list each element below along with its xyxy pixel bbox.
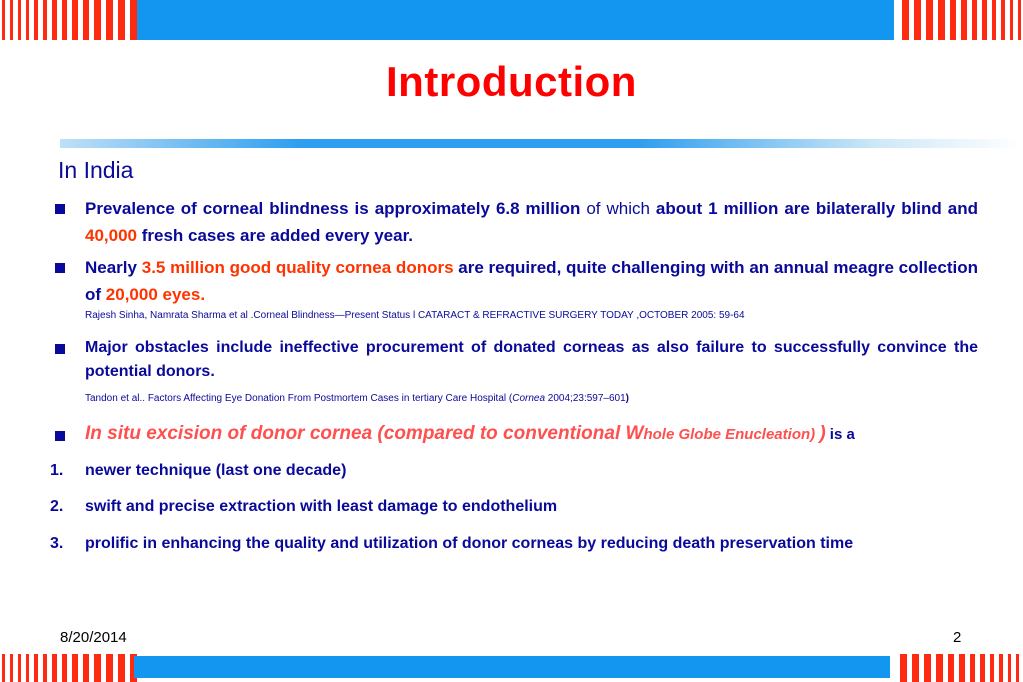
- list-number: 2.: [50, 498, 64, 515]
- bullet-text-donors: [85, 254, 978, 308]
- bullet-marker: [55, 344, 65, 354]
- text-run: 2004;23:597–601: [545, 393, 626, 404]
- bottom-left-stripes: [2, 654, 142, 682]
- text-run: ): [625, 393, 630, 404]
- list-item-prolific: prolific in enhancing the quality and utilization of donor corneas by reducing death preservation time: [85, 535, 854, 552]
- slide-date: 8/20/2014: [60, 629, 127, 646]
- list-item-newer-technique: newer technique (last one decade): [85, 462, 347, 479]
- bullet-text-obstacles: [85, 336, 978, 384]
- text-run: In situ excision of donor cornea (compared to conventional W: [85, 423, 644, 444]
- reference-tandon: [85, 393, 629, 404]
- section-heading: In India: [58, 157, 134, 183]
- top-left-stripes: [2, 0, 142, 40]
- bullet-text-prevalence: [85, 195, 978, 249]
- bullet-text-in-situ: [85, 423, 855, 445]
- reference-sinha: Rajesh Sinha, Namrata Sharma et al .Corneal Blindness—Present Status l CATARACT & REFRACTIVE SURGERY TODAY ,OCTOBER 2005: 59-64: [85, 310, 745, 321]
- text-run: Cornea: [512, 393, 546, 404]
- text-run: Prevalence of corneal blindness is approximately 6.8 million: [85, 199, 587, 218]
- text-run: of which: [586, 199, 656, 218]
- bottom-blue-bar: [134, 656, 890, 678]
- list-item-swift-extraction: swift and precise extraction with least damage to endothelium: [85, 498, 558, 515]
- text-run: 3.5 million good quality cornea donors: [141, 258, 459, 277]
- text-run: Major obstacles include ineffective procurement of donated corneas as also failure to successfully convince the potential donors.: [85, 339, 978, 380]
- text-run: 40,000: [85, 226, 142, 245]
- text-run: are required, quite challenging with an annual meagre collection of: [85, 258, 978, 304]
- bullet-marker: [55, 431, 65, 441]
- top-right-stripes: [902, 0, 1023, 40]
- text-run: Nearly: [85, 258, 142, 277]
- bullet-marker: [55, 263, 65, 273]
- slide-title: Introduction: [386, 58, 637, 105]
- title-divider: [60, 139, 1023, 148]
- bottom-right-stripes: [900, 654, 1023, 682]
- list-number: 1.: [50, 462, 64, 479]
- text-run: fresh cases are added every year.: [141, 226, 413, 245]
- text-run: 20,000 eyes.: [105, 285, 206, 304]
- list-number: 3.: [50, 535, 64, 552]
- text-run: hole Globe Enucleation): [643, 426, 820, 443]
- top-blue-bar: [137, 0, 894, 40]
- bullet-marker: [55, 204, 65, 214]
- text-run: is a: [825, 426, 855, 443]
- text-run: Tandon et al.. Factors Affecting Eye Donation From Postmortem Cases in tertiary Care Hospital (: [85, 393, 513, 404]
- text-run: ): [819, 423, 826, 444]
- slide-page-number: 2: [953, 629, 962, 646]
- text-run: about 1 million are bilaterally blind and: [655, 199, 978, 218]
